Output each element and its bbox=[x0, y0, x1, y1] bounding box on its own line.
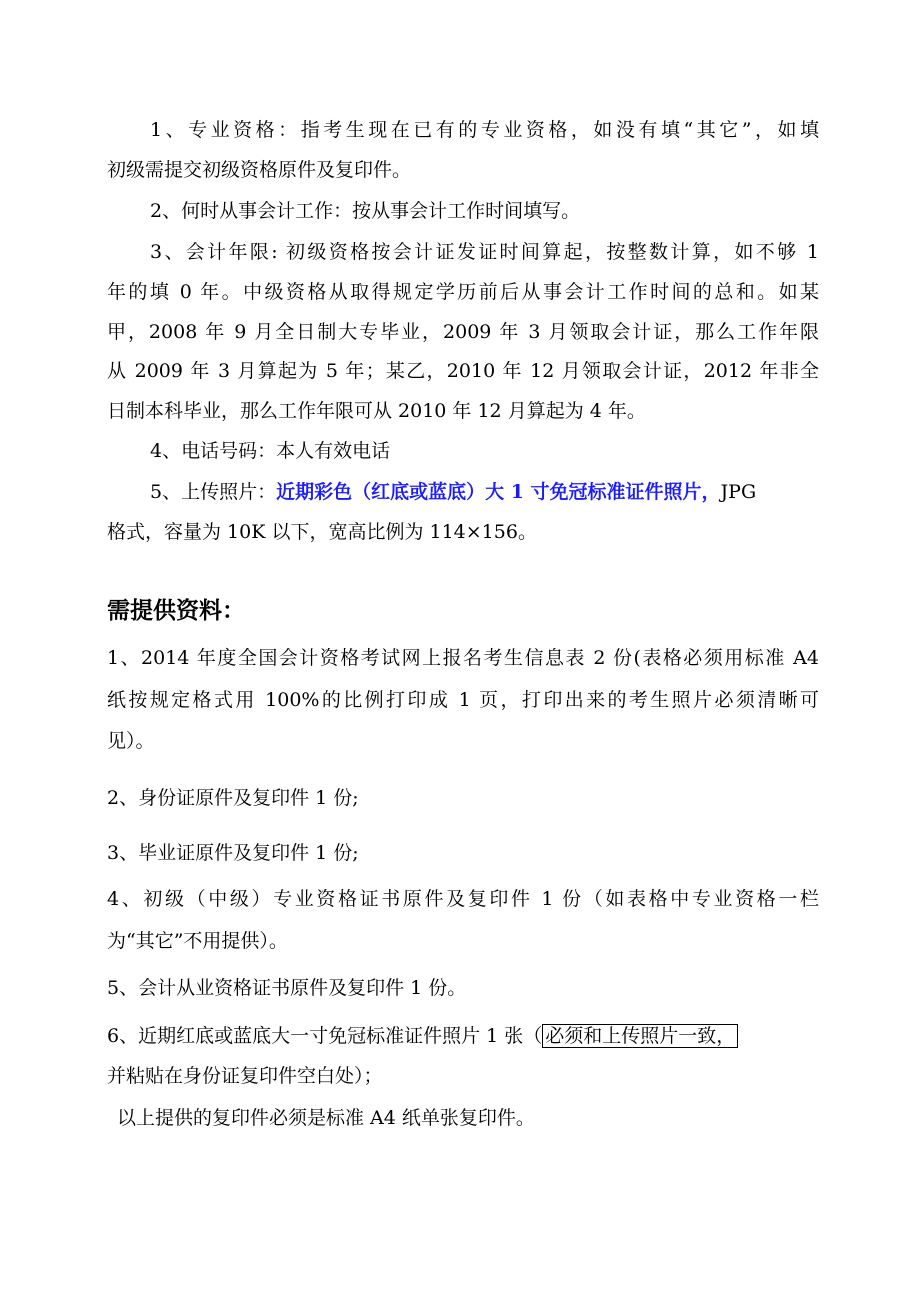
material-4-line-1: 4、初级（中级）专业资格证书原件及复印件 1 份（如表格中专业资格一栏 bbox=[107, 888, 819, 910]
photo-consistency-box: 必须和上传照片一致， bbox=[542, 1024, 738, 1048]
note-5-prefix: 5、上传照片： bbox=[150, 481, 277, 503]
materials-heading: 需提供资料： bbox=[107, 598, 245, 624]
note-3-line-1: 3、会计年限: 初级资格按会计证发证时间算起，按整数计算，如不够 1 bbox=[150, 241, 819, 263]
material-6-line-1 bbox=[107, 1022, 819, 1050]
material-4-line-2: 为“其它”不用提供）。 bbox=[107, 930, 288, 952]
note-3-line-2: 年的填 0 年。中级资格从取得规定学历前后从事会计工作时间的总和。如某 bbox=[107, 281, 819, 303]
material-6-prefix: 6、近期红底或蓝底大一寸免冠标准证件照片 1 张（ bbox=[107, 1025, 543, 1047]
material-1-line-1: 1、2014 年度全国会计资格考试网上报名考生信息表 2 份(表格必须用标准 A4 bbox=[107, 647, 819, 669]
material-5: 5、会计从业资格证书原件及复印件 1 份。 bbox=[107, 977, 467, 999]
note-3-line-3: 甲，2008 年 9 月全日制大专毕业，2009 年 3 月领取会计证，那么工作年限 bbox=[107, 321, 819, 343]
material-1-line-3: 见）。 bbox=[107, 730, 155, 752]
note-2: 2、何时从事会计工作：按从事会计工作时间填写。 bbox=[150, 200, 581, 222]
footer-note: 以上提供的复印件必须是标准 A4 纸单张复印件。 bbox=[117, 1107, 535, 1129]
material-2: 2、身份证原件及复印件 1 份; bbox=[107, 787, 359, 809]
material-3: 3、毕业证原件及复印件 1 份; bbox=[107, 842, 359, 864]
photo-requirement-highlight: 近期彩色（红底或蓝底）大 1 寸免冠标准证件照片， bbox=[276, 481, 721, 503]
note-1-line-1: 1、专业资格：指考生现在已有的专业资格，如没有填“其它”，如填 bbox=[150, 119, 819, 141]
note-5-line-2: 格式，容量为 10K 以下，宽高比例为 114×156。 bbox=[107, 521, 537, 543]
material-6-line-2: 并粘贴在身份证复印件空白处）； bbox=[107, 1065, 383, 1087]
note-1-line-2: 初级需提交初级资格原件及复印件。 bbox=[107, 159, 412, 181]
note-4: 4、电话号码：本人有效电话 bbox=[150, 440, 391, 462]
note-5-suffix: JPG bbox=[720, 481, 757, 503]
material-1-line-2: 纸按规定格式用 100%的比例打印成 1 页，打印出来的考生照片必须清晰可 bbox=[107, 689, 819, 711]
note-5-line-1 bbox=[107, 478, 819, 506]
note-3-line-4: 从 2009 年 3 月算起为 5 年；某乙，2010 年 12 月领取会计证，2012 年非全 bbox=[107, 360, 819, 382]
note-3-line-5: 日制本科毕业，那么工作年限可从 2010 年 12 月算起为 4 年。 bbox=[107, 400, 646, 422]
